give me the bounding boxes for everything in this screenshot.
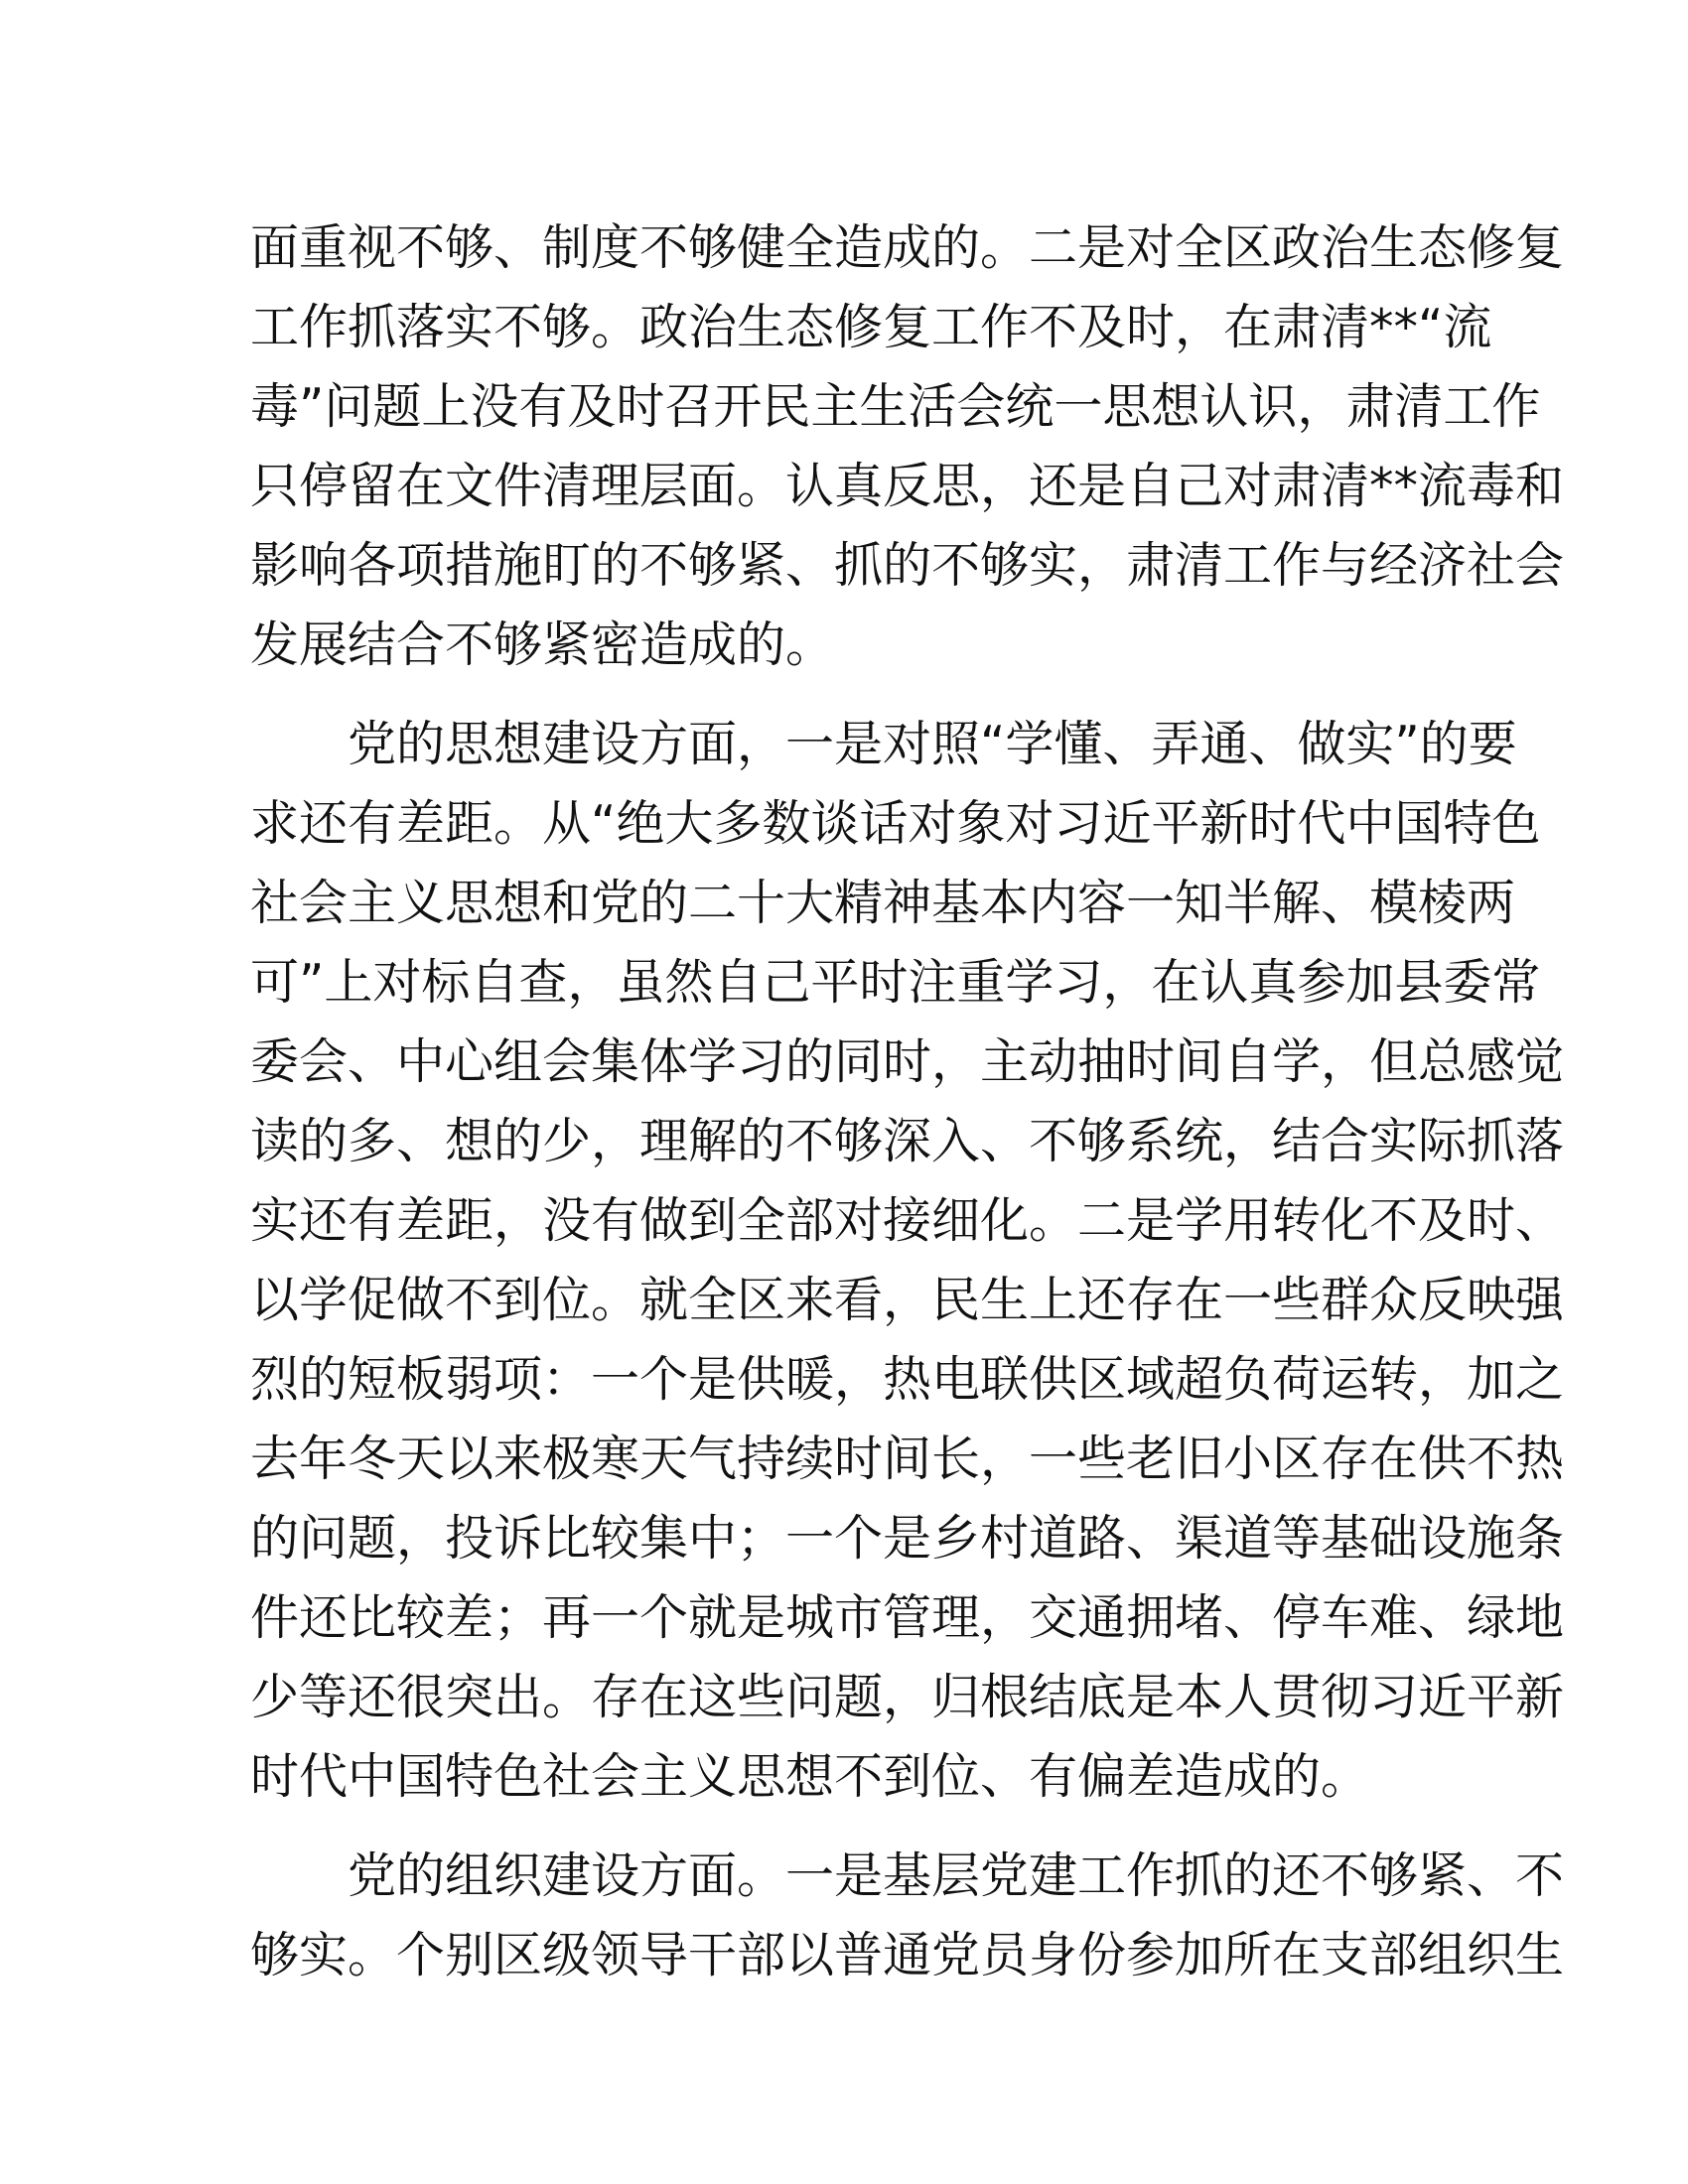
paragraph-3 <box>250 1837 1565 1995</box>
text-line: 发展结合不够紧密造成的。 <box>250 616 835 673</box>
text-line: 少等还很突出。存在这些问题，归根结底是本人贯彻习近平新 <box>250 1669 1565 1725</box>
text-line: 去年冬天以来极寒天气持续时间长，一些老旧小区存在供不热 <box>250 1431 1565 1487</box>
text-line: 读的多、想的少，理解的不够深入、不够系统，结合实际抓落 <box>250 1113 1565 1169</box>
paragraph-1 <box>250 208 1565 685</box>
text-line: 党的思想建设方面，一是对照“学懂、弄通、做实”的要 <box>348 716 1517 772</box>
text-line: 以学促做不到位。就全区来看，民生上还存在一些群众反映强 <box>250 1272 1565 1328</box>
text-line: 只停留在文件清理层面。认真反思，还是自己对肃清**流毒和 <box>250 458 1565 514</box>
text-line: 影响各项措施盯的不够紧、抓的不够实，肃清工作与经济社会 <box>250 537 1565 594</box>
text-line: 社会主义思想和党的二十大精神基本内容一知半解、模棱两 <box>250 875 1516 931</box>
text-line: 实还有差距，没有做到全部对接细化。二是学用转化不及时、 <box>250 1192 1565 1249</box>
text-line: 毒”问题上没有及时召开民主生活会统一思想认识，肃清工作 <box>250 378 1541 435</box>
text-line: 委会、中心组会集体学习的同时，主动抽时间自学，但总感觉 <box>250 1033 1565 1090</box>
text-line: 可”上对标自查，虽然自己平时注重学习，在认真参加县委常 <box>250 954 1541 1011</box>
text-line: 党的组织建设方面。一是基层党建工作抓的还不够紧、不 <box>348 1847 1565 1904</box>
text-line: 的问题，投诉比较集中；一个是乡村道路、渠道等基础设施条 <box>250 1510 1565 1567</box>
text-line: 够实。个别区级领导干部以普通党员身份参加所在支部组织生 <box>250 1927 1565 1983</box>
text-line: 求还有差距。从“绝大多数谈话对象对习近平新时代中国特色 <box>250 795 1541 852</box>
text-line: 件还比较差；再一个就是城市管理，交通拥堵、停车难、绿地 <box>250 1589 1565 1646</box>
text-line: 工作抓落实不够。政治生态修复工作不及时，在肃清**“流 <box>250 299 1492 355</box>
document-body <box>250 208 1565 1995</box>
text-line: 时代中国特色社会主义思想不到位、有偏差造成的。 <box>250 1748 1370 1805</box>
paragraph-spacer <box>250 685 1438 705</box>
text-line: 面重视不够、制度不够健全造成的。二是对全区政治生态修复 <box>250 219 1565 276</box>
paragraph-2 <box>250 705 1565 1817</box>
paragraph-spacer <box>250 1817 1438 1837</box>
text-line: 烈的短板弱项：一个是供暖，热电联供区域超负荷运转，加之 <box>250 1351 1565 1408</box>
